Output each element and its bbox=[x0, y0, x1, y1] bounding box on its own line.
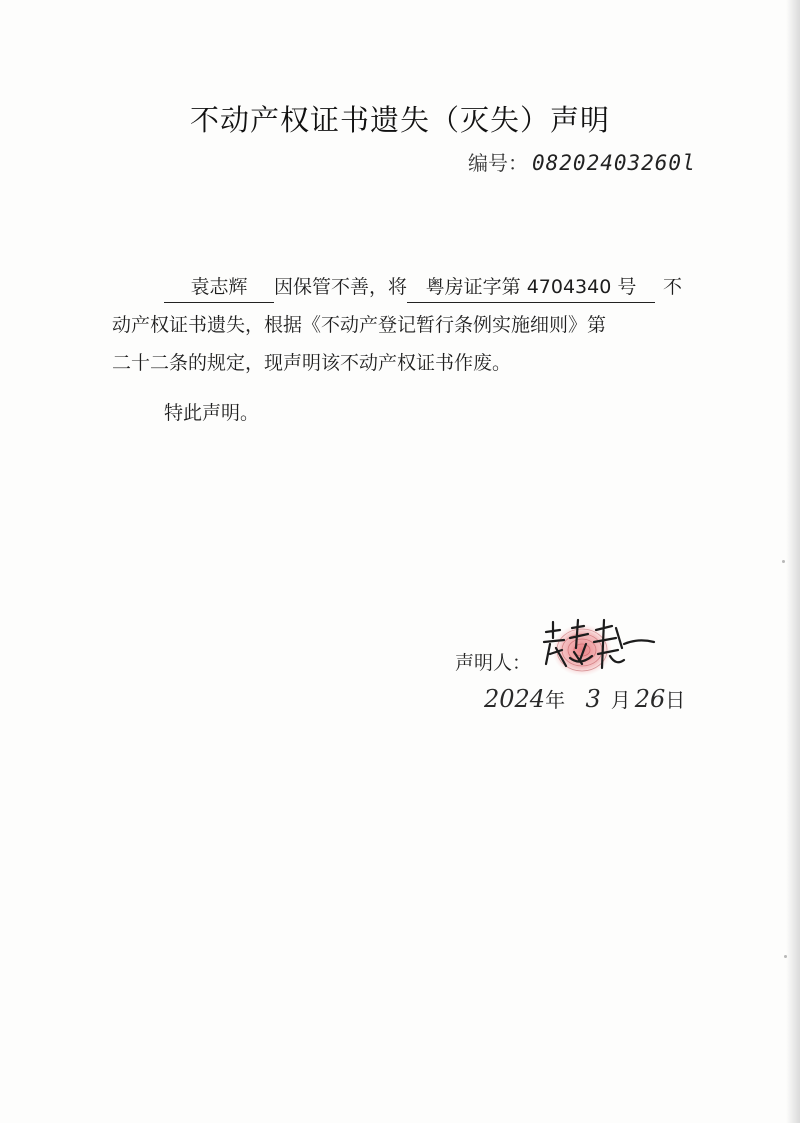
closing-statement: 特此声明。 bbox=[164, 402, 260, 424]
scan-speck bbox=[782, 560, 785, 563]
document-title: 不动产权证书遗失（灭失）声明 bbox=[189, 103, 610, 137]
signature-area bbox=[520, 608, 680, 688]
date-day: 26 bbox=[634, 685, 666, 713]
signature-date bbox=[484, 684, 685, 713]
serial-number bbox=[468, 147, 696, 176]
body-line-2: 动产权证书遗失，根据《不动产登记暂行条例实施细则》第 bbox=[112, 314, 607, 336]
scan-edge-shadow bbox=[786, 0, 800, 1123]
statement-body bbox=[112, 268, 692, 382]
scan-speck bbox=[784, 955, 787, 958]
date-month-label: 月 bbox=[610, 688, 631, 712]
date-year: 2024 bbox=[484, 685, 546, 713]
body-segment-1: 因保管不善，将 bbox=[274, 276, 408, 298]
certificate-number-field: 粤房证字第 4704340 号 bbox=[407, 272, 655, 303]
serial-label: 编号： bbox=[468, 151, 528, 175]
declarant-name-field: 袁志辉 bbox=[164, 272, 274, 303]
serial-value: 08202403260l bbox=[532, 151, 696, 175]
signature-image bbox=[520, 608, 680, 688]
declarant-label: 声明人： bbox=[455, 652, 532, 674]
body-segment-2: 不 bbox=[663, 276, 683, 298]
body-line-1 bbox=[112, 268, 692, 306]
date-month: 3 bbox=[585, 685, 601, 713]
body-line-3: 二十二条的规定，现声明该不动产权证书作废。 bbox=[112, 352, 512, 374]
date-year-label: 年 bbox=[545, 688, 566, 712]
date-day-label: 日 bbox=[665, 688, 686, 712]
